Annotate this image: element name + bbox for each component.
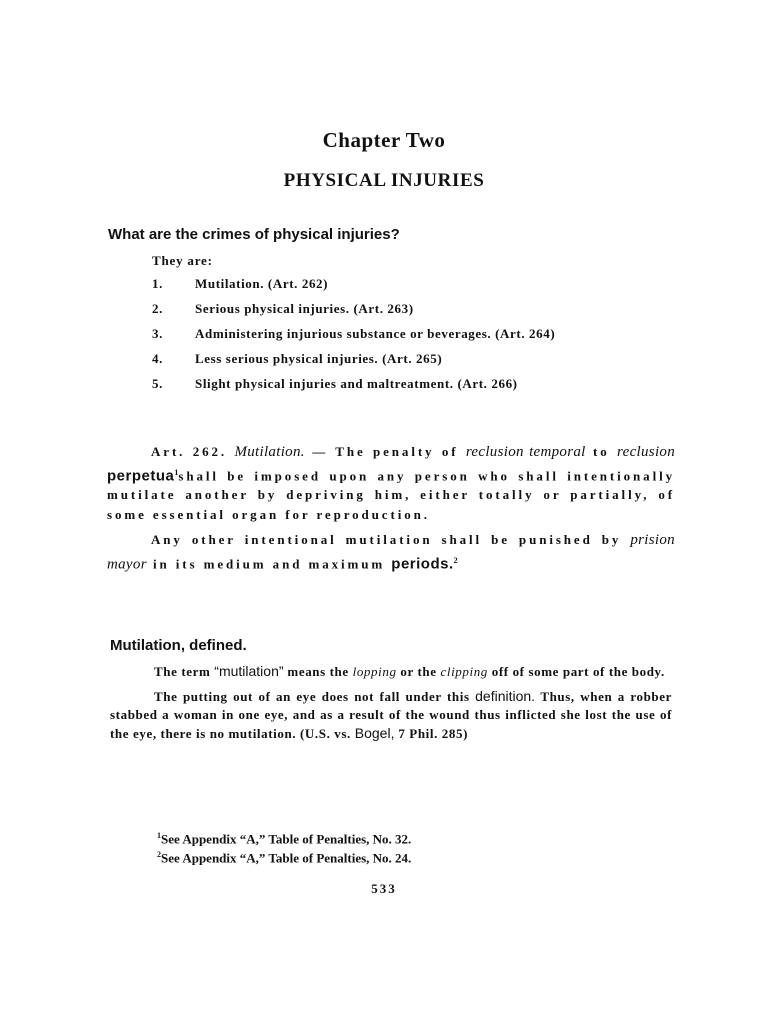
body-text: 7 Phil. 285)	[398, 726, 469, 741]
body-text: off of some part of the body.	[491, 664, 665, 679]
section-title: PHYSICAL INJURIES	[283, 170, 485, 191]
emphasis-term: lopping	[352, 664, 397, 679]
penalty-term-bold: periods.	[391, 555, 454, 573]
body-text: The term	[154, 664, 211, 679]
list-item-text: Less serious physical injuries. (Art. 265)	[195, 351, 443, 366]
emphasis-term: clipping	[440, 664, 488, 679]
list-item-text: Mutilation. (Art. 262)	[195, 276, 329, 291]
footnote-text: Appendix “A,” Table of Penalties, No. 24.	[182, 850, 412, 866]
article-262	[107, 442, 675, 575]
list-item-number: 2.	[152, 301, 163, 316]
crimes-list	[152, 276, 555, 401]
article-text: The penalty of	[335, 444, 459, 459]
penalty-term-bold: perpetua	[107, 466, 175, 484]
article-text: to	[593, 444, 610, 459]
footnote	[157, 847, 411, 866]
footnotes	[157, 828, 411, 867]
case-name: Bogel,	[354, 725, 395, 741]
footnote-see: See	[161, 850, 180, 866]
article-paragraph	[107, 442, 675, 524]
list-item-text: Slight physical injuries and maltreatment. (Art. 266)	[195, 376, 518, 391]
footnote-see: See	[161, 831, 180, 847]
chapter-title: Chapter Two	[322, 128, 446, 152]
footnote-ref: 1	[174, 467, 179, 477]
list-item	[152, 326, 555, 351]
list-intro: They are:	[152, 253, 213, 268]
list-item	[152, 301, 555, 326]
definition-paragraph	[110, 662, 672, 681]
list-item	[152, 351, 555, 376]
page-number: 533	[371, 881, 397, 896]
list-item-number: 5.	[152, 376, 163, 391]
definition-body	[110, 662, 672, 743]
list-item-number: 3.	[152, 326, 163, 341]
list-item	[152, 376, 555, 401]
penalty-term: reclusion temporal	[465, 444, 586, 460]
penalty-term: prision mayor	[107, 532, 675, 573]
penalty-term: reclusion	[617, 444, 676, 460]
body-text: Thus, when a robber stabbed a woman in one eye, and as a result of the wound thus inflicted she lost the use of the eye, there is no mutilation. (U.S. vs.	[110, 689, 672, 741]
article-text: in its medium and maximum	[152, 556, 386, 572]
footnote	[157, 828, 411, 847]
list-item-number: 4.	[152, 351, 163, 366]
article-text: Any other intentional mutilation shall be punished by	[151, 532, 622, 548]
footnote-ref: 2	[453, 555, 458, 565]
definition-paragraph	[110, 687, 672, 743]
article-text: shall be imposed upon any person who shall intentionally mutilate another by depriving him, either totally or partially, of some essential organ for reproduction.	[107, 467, 675, 522]
defined-term: definition.	[475, 688, 536, 704]
article-name: Mutilation.	[234, 444, 305, 460]
body-text: or the	[400, 664, 437, 679]
footnote-mark: 2	[157, 850, 161, 860]
article-dash: —	[312, 444, 329, 459]
definition-heading: Mutilation, defined.	[110, 637, 247, 654]
question-heading: What are the crimes of physical injuries?	[108, 226, 400, 243]
article-paragraph	[107, 530, 675, 574]
article-label: Art. 262.	[151, 444, 228, 459]
list-item-text: Serious physical injuries. (Art. 263)	[195, 301, 414, 316]
body-text: means the	[287, 664, 349, 679]
defined-term: “mutilation”	[214, 663, 284, 679]
list-item	[152, 276, 555, 301]
body-text: The putting out of an eye does not fall under this	[154, 689, 470, 704]
list-item-number: 1.	[152, 276, 163, 291]
footnote-text: Appendix “A,” Table of Penalties, No. 32.	[182, 831, 412, 847]
list-item-text: Administering injurious substance or beverages. (Art. 264)	[195, 326, 556, 341]
footnote-mark: 1	[157, 831, 161, 840]
